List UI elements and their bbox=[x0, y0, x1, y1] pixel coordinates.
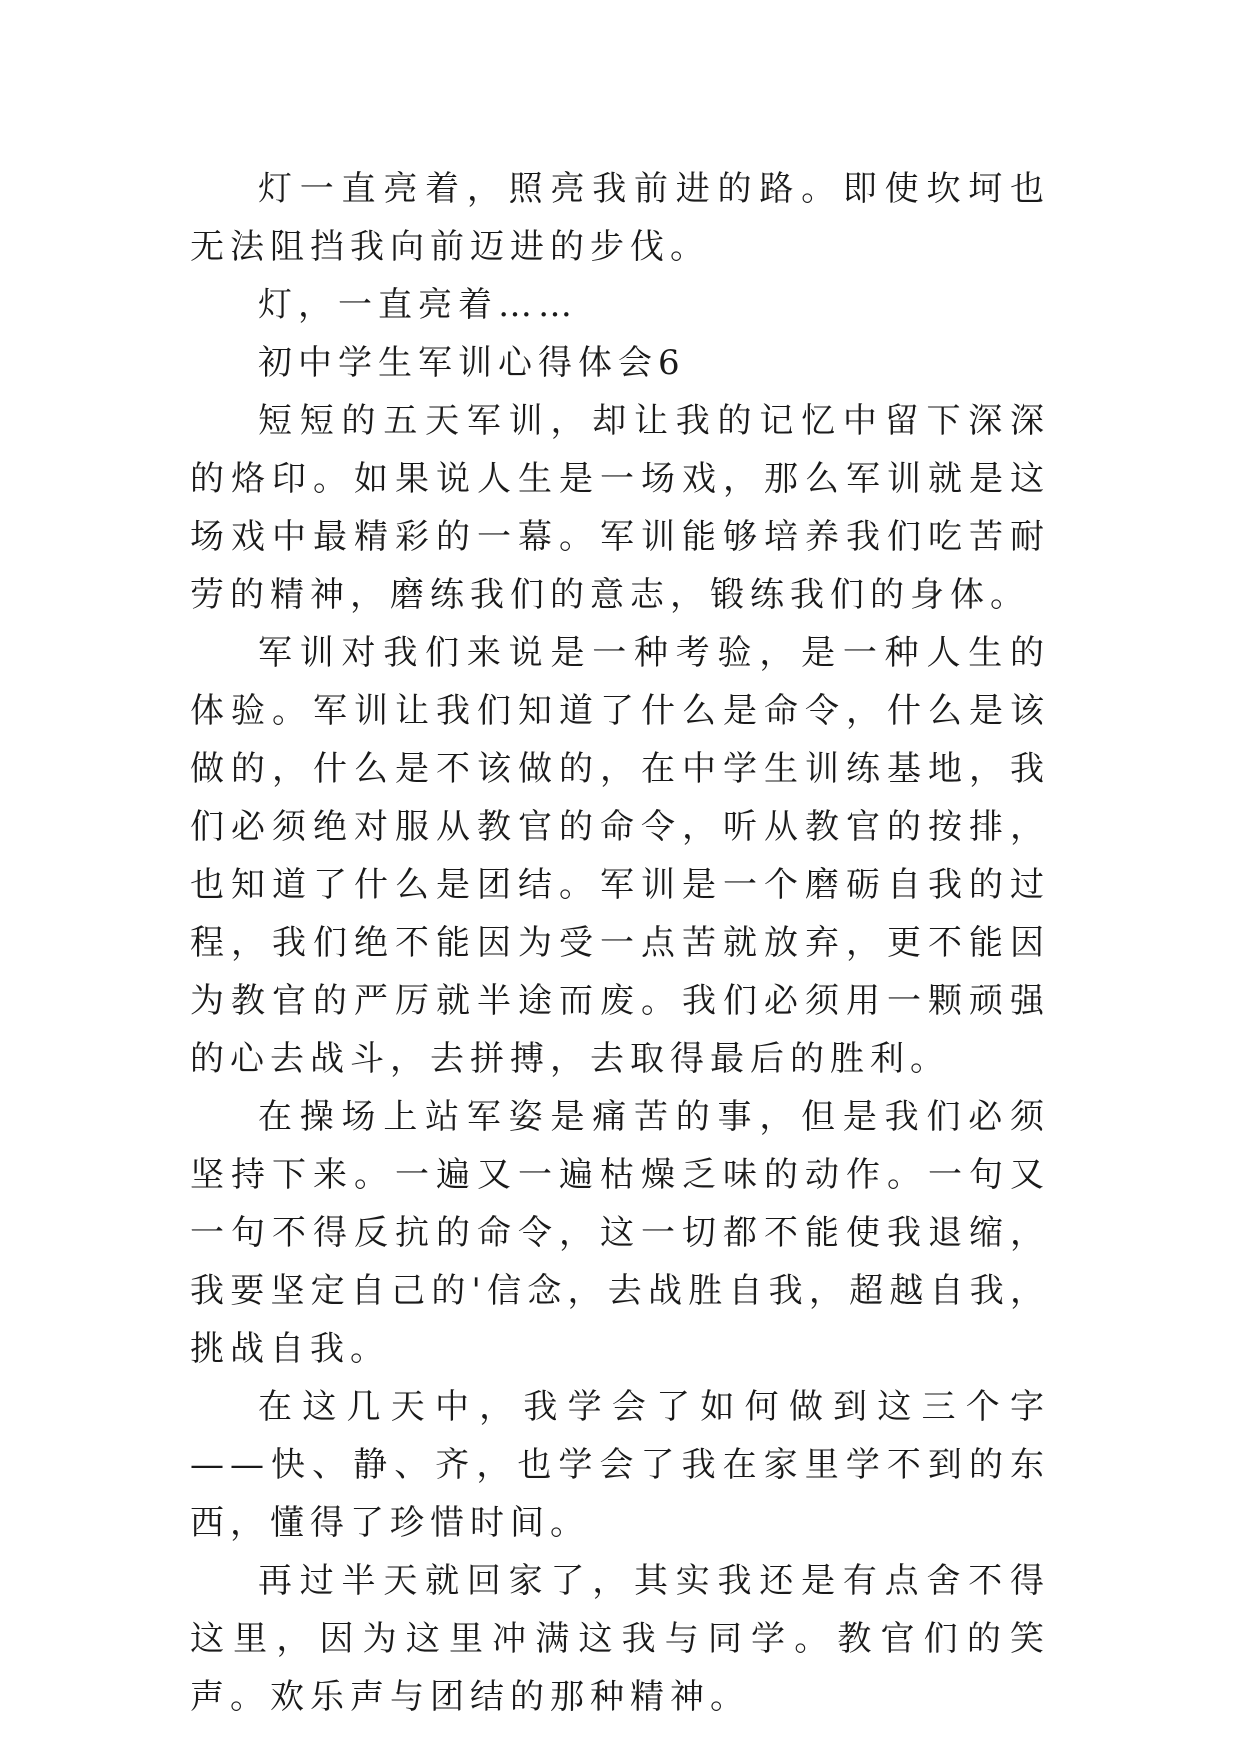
paragraph: 军训对我们来说是一种考验，是一种人生的体验。军训让我们知道了什么是命令，什么是该做的，什么是不该做的，在中学生训练基地，我们必须绝对服从教官的命令，听从教官的按排，也知道了什么是团结。军训是一个磨砺自我的过程，我们绝不能因为受一点苦就放弃，更不能因为教官的严厉就半途而废。我们必须用一颗顽强的心去战斗，去拼搏，去取得最后的胜利。 bbox=[190, 633, 1050, 1079]
paragraph: 短短的五天军训，却让我的记忆中留下深深的烙印。如果说人生是一场戏，那么军训就是这场戏中最精彩的一幕。军训能够培养我们吃苦耐劳的精神，磨练我们的意志，锻练我们的身体。 bbox=[190, 401, 1050, 615]
paragraph: 再过半天就回家了，其实我还是有点舍不得这里，因为这里冲满这我与同学。教官们的笑声。欢乐声与团结的那种精神。 bbox=[190, 1561, 1050, 1717]
paragraph: 在操场上站军姿是痛苦的事，但是我们必须坚持下来。一遍又一遍枯燥乏味的动作。一句又一句不得反抗的命令，这一切都不能使我退缩，我要坚定自己的'信念，去战胜自我，超越自我，挑战自我。 bbox=[190, 1097, 1050, 1369]
paragraph: 在这几天中，我学会了如何做到这三个字——快、静、齐，也学会了我在家里学不到的东西，懂得了珍惜时间。 bbox=[190, 1387, 1050, 1543]
document-body bbox=[190, 160, 1050, 1726]
paragraph: 灯一直亮着，照亮我前进的路。即使坎坷也无法阻挡我向前迈进的步伐。 bbox=[190, 169, 1050, 267]
paragraph: 灯，一直亮着…… bbox=[258, 285, 578, 325]
section-title: 初中学生军训心得体会6 bbox=[258, 343, 686, 383]
